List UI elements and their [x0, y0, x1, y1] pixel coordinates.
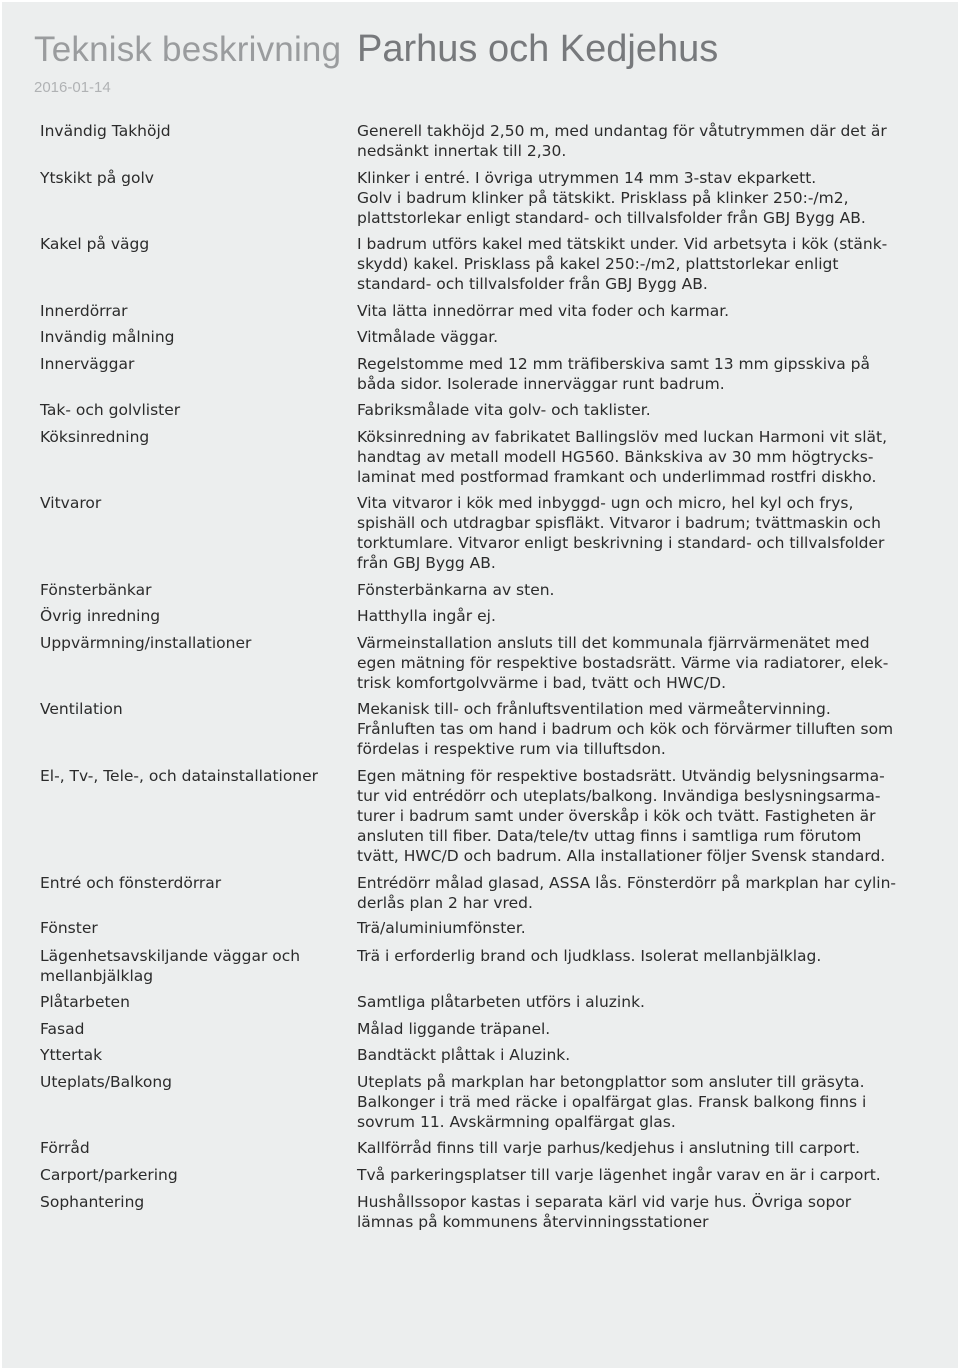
spec-label: Fasad — [40, 1020, 85, 1038]
document-subtitle: Parhus och Kedjehus — [357, 28, 719, 70]
spec-label: Uppvärmning/installationer — [40, 634, 252, 652]
spec-description: Vita lätta innedörrar med vita foder och karmar. — [357, 302, 730, 320]
spec-label: Yttertak — [40, 1046, 103, 1064]
spec-label: Plåtarbeten — [40, 993, 130, 1011]
spec-label: Förråd — [40, 1139, 90, 1157]
spec-description: Generell takhöjd 2,50 m, med undantag för våtutrymmen där det är nedsänkt innertak till 2,30. — [357, 122, 887, 160]
spec-label: Entré och fönsterdörrar — [40, 874, 222, 892]
spec-label: Innerväggar — [40, 355, 135, 373]
spec-description: Målad liggande träpanel. — [357, 1020, 551, 1038]
spec-description: Samtliga plåtarbeten utförs i aluzink. — [357, 993, 645, 1011]
spec-label: Tak- och golvlister — [40, 401, 181, 419]
spec-label: Innerdörrar — [40, 302, 128, 320]
spec-description: I badrum utförs kakel med tätskikt under. Vid arbetsyta i kök (stänk- skydd) kakel. Prisklass på kakel 250:-/m2, plattstorlekar enligt standard- och tillvalsfolder från GBJ Bygg AB. — [357, 235, 888, 293]
spec-label: Köksinredning — [40, 428, 150, 446]
spec-description: Köksinredning av fabrikatet Ballingslöv med luckan Harmoni vit slät, handtag av metall modell HG560. Bänkskiva av 30 mm högtrycks- laminat med postformad framkant och underlimmad rostfri diskho. — [357, 428, 888, 486]
spec-label: Uteplats/Balkong — [40, 1073, 172, 1091]
spec-description: Fönsterbänkarna av sten. — [357, 581, 555, 599]
spec-description: Hushållssopor kastas i separata kärl vid varje hus. Övriga sopor lämnas på kommunens återvinningsstationer — [357, 1193, 852, 1231]
spec-label: El-, Tv-, Tele-, och datainstallationer — [40, 767, 319, 785]
spec-label: Carport/parkering — [40, 1166, 178, 1184]
spec-description: Hatthylla ingår ej. — [357, 607, 496, 625]
document-title: Teknisk beskrivning — [34, 30, 342, 69]
spec-description: Värmeinstallation ansluts till det kommunala fjärrvärmenätet med egen mätning för respektive bostadsrätt. Värme via radiatorer, elek- trisk komfortgolvvärme i bad, tvätt och HWC/D. — [357, 634, 889, 692]
document-date: 2016-01-14 — [34, 79, 111, 96]
spec-description: Fabriksmålade vita golv- och taklister. — [357, 401, 651, 419]
spec-label: Kakel på vägg — [40, 235, 150, 253]
spec-description: Uteplats på markplan har betongplattor som ansluter till gräsyta. Balkonger i trä med räcke i opalfärgat glas. Fransk balkong finns i sovrum 11. Avskärmning opalfärgat glas. — [357, 1073, 867, 1131]
spec-description: Egen mätning för respektive bostadsrätt. Utvändig belysningsarma- tur vid entrédörr och uteplats/balkong. Invändiga beslysningsarma- turer i badrum samt under överskåp i kök och tvätt. Fastigheten är ansluten till fiber. Data/tele/tv uttag finns i samtliga rum förutom tvätt, HWC/D och badrum. Alla installationer följer Svensk standard. — [357, 767, 886, 865]
spec-label: Ytskikt på golv — [40, 169, 154, 187]
spec-description: Klinker i entré. I övriga utrymmen 14 mm 3-stav ekparkett. Golv i badrum klinker på tätskikt. Prisklass på klinker 250:-/m2, plattstorlekar enligt standard- och tillvalsfolder från GBJ Bygg AB. — [357, 169, 866, 227]
spec-description: Trä/aluminiumfönster. — [357, 919, 526, 937]
spec-description: Vitmålade väggar. — [357, 328, 499, 346]
spec-description: Bandtäckt plåttak i Aluzink. — [357, 1046, 571, 1064]
spec-description: Regelstomme med 12 mm träfiberskiva samt 13 mm gipsskiva på båda sidor. Isolerade innerväggar runt badrum. — [357, 355, 870, 393]
spec-description: Kallförråd finns till varje parhus/kedjehus i anslutning till carport. — [357, 1139, 861, 1157]
spec-label: Vitvaror — [40, 494, 102, 512]
spec-description: Två parkeringsplatser till varje lägenhet ingår varav en är i carport. — [357, 1166, 881, 1184]
spec-label: Lägenhetsavskiljande väggar och mellanbjälklag — [40, 947, 301, 985]
spec-label: Ventilation — [40, 700, 123, 718]
spec-label: Invändig målning — [40, 328, 175, 346]
spec-label: Övrig inredning — [40, 607, 161, 625]
spec-description: Vita vitvaror i kök med inbyggd- ugn och micro, hel kyl och frys, spishäll och utdragbar spisfläkt. Vitvaror i badrum; tvättmaskin och torktumlare. Vitvaror enligt beskrivning i standard- och tillvalsfolder från GBJ Bygg AB. — [357, 494, 885, 572]
spec-description: Mekanisk till- och frånluftsventilation med värmeåtervinning. Frånluften tas om hand i badrum och kök och förvärmer tilluften som fördelas i respektive rum via tilluftsdon. — [357, 700, 894, 758]
spec-description: Trä i erforderlig brand och ljudklass. Isolerat mellanbjälklag. — [357, 947, 822, 965]
spec-label: Fönsterbänkar — [40, 581, 152, 599]
spec-label: Invändig Takhöjd — [40, 122, 171, 140]
spec-label: Sophantering — [40, 1193, 145, 1211]
spec-description: Entrédörr målad glasad, ASSA lås. Fönsterdörr på markplan har cylin- derlås plan 2 har vred. — [357, 874, 897, 912]
spec-label: Fönster — [40, 919, 98, 937]
